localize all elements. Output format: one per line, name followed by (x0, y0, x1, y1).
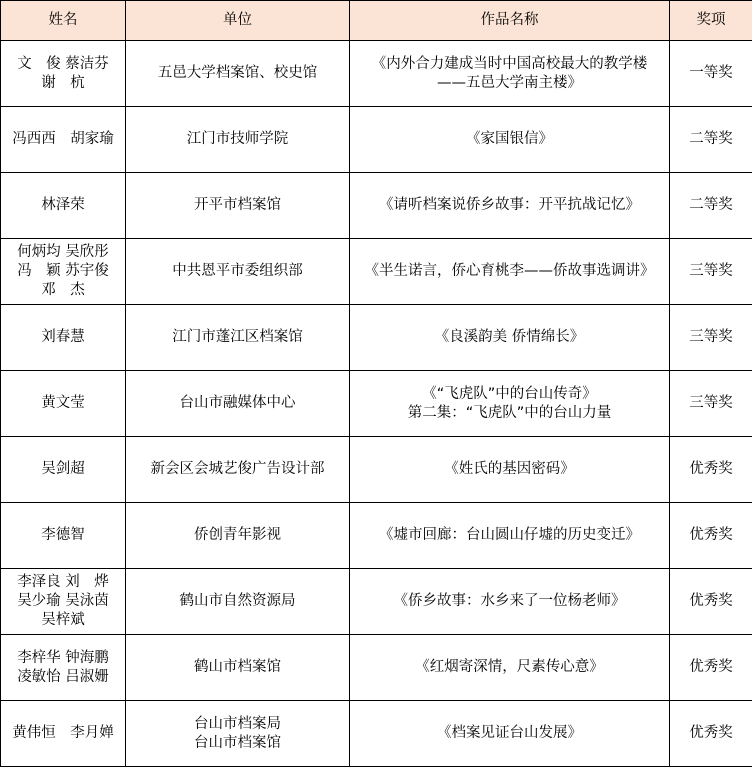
cell-names (1, 701, 126, 767)
table-row (1, 239, 752, 305)
cell-unit (126, 41, 350, 107)
cell-names (1, 305, 126, 371)
header-work: 作品名称 (350, 1, 670, 41)
table-row (1, 635, 752, 701)
cell-unit-line: 中共恩平市委组织部 (172, 263, 303, 279)
cell-award: 三等奖 (670, 239, 752, 305)
cell-unit (126, 107, 350, 173)
cell-unit-line: 五邑大学档案馆、校史馆 (157, 65, 318, 81)
cell-work-line: ——五邑大学南主楼》 (437, 74, 582, 91)
cell-work-line: 第二集：“飞虎队”中的台山力量 (407, 404, 612, 421)
cell-unit (126, 173, 350, 239)
table-row (1, 569, 752, 635)
cell-names-line: 林泽荣 (41, 197, 85, 213)
cell-unit (126, 305, 350, 371)
cell-names-line: 凌敏怡 吕淑姗 (17, 668, 109, 685)
cell-work (350, 503, 670, 569)
cell-unit-line: 江门市技师学院 (186, 131, 289, 147)
cell-award: 优秀奖 (670, 503, 752, 569)
cell-names-line: 文 俊 蔡洁芬 (17, 55, 109, 72)
cell-work (350, 371, 670, 437)
cell-names (1, 371, 126, 437)
table-row (1, 107, 752, 173)
cell-names-line: 邓 杰 (41, 282, 85, 298)
cell-unit (126, 437, 350, 503)
cell-names (1, 173, 126, 239)
cell-names-line: 黄文莹 (41, 395, 85, 411)
cell-work (350, 305, 670, 371)
cell-award: 优秀奖 (670, 701, 752, 767)
cell-work (350, 635, 670, 701)
cell-unit-line: 台山市档案馆 (194, 734, 281, 751)
table-body (1, 41, 752, 767)
cell-unit (126, 239, 350, 305)
cell-work-line: 《家国银信》 (466, 131, 553, 147)
cell-award: 三等奖 (670, 305, 752, 371)
cell-work-line: 《内外合力建成当时中国高校最大的教学楼 (371, 55, 648, 72)
cell-unit-line: 台山市档案局 (194, 715, 281, 732)
cell-award: 优秀奖 (670, 635, 752, 701)
cell-work (350, 701, 670, 767)
cell-unit-line: 开平市档案馆 (194, 197, 281, 213)
cell-work-line: 《姓氏的基因密码》 (444, 461, 575, 477)
cell-names-line: 吴剑超 (41, 461, 85, 477)
header-name: 姓名 (1, 1, 126, 41)
cell-award: 优秀奖 (670, 569, 752, 635)
cell-names (1, 503, 126, 569)
cell-award: 二等奖 (670, 107, 752, 173)
cell-unit (126, 371, 350, 437)
cell-names-line: 吴梓斌 (41, 612, 85, 628)
cell-unit-line: 台山市融媒体中心 (179, 395, 296, 411)
cell-unit (126, 635, 350, 701)
cell-work (350, 107, 670, 173)
cell-work (350, 41, 670, 107)
cell-unit-line: 江门市蓬江区档案馆 (172, 329, 303, 345)
header-award: 奖项 (670, 1, 752, 41)
cell-work (350, 569, 670, 635)
cell-unit-line: 鹤山市档案馆 (194, 659, 281, 675)
cell-names (1, 635, 126, 701)
table-row (1, 701, 752, 767)
cell-names (1, 239, 126, 305)
cell-names-line: 李梓华 钟海鹏 (17, 649, 109, 666)
cell-award: 优秀奖 (670, 437, 752, 503)
cell-award: 一等奖 (670, 41, 752, 107)
cell-work (350, 437, 670, 503)
cell-work (350, 173, 670, 239)
cell-names (1, 569, 126, 635)
cell-award: 二等奖 (670, 173, 752, 239)
cell-unit (126, 701, 350, 767)
table-row (1, 371, 752, 437)
cell-work-line: 《红烟寄深情，尺素传心意》 (415, 659, 604, 675)
cell-work-line: 《档案见证台山发展》 (437, 725, 582, 741)
table-row (1, 173, 752, 239)
table-row (1, 305, 752, 371)
cell-unit-line: 侨创青年影视 (194, 527, 281, 543)
cell-names-line: 冯 颖 苏宇俊 (17, 263, 109, 279)
cell-names-line: 何炳均 吴欣彤 (17, 244, 109, 260)
header-unit: 单位 (126, 1, 350, 41)
table-row (1, 437, 752, 503)
cell-work-line: 《侨乡故事：水乡来了一位杨老师》 (393, 593, 626, 609)
cell-work-line: 《“飞虎队”中的台山传奇》 (422, 385, 597, 402)
cell-names (1, 107, 126, 173)
cell-unit-line: 新会区会城艺俊广告设计部 (150, 461, 325, 477)
cell-names-line: 刘春慧 (41, 329, 85, 345)
cell-names (1, 41, 126, 107)
cell-names-line: 黄伟恒 李月婵 (12, 725, 114, 741)
cell-names-line: 谢 杭 (41, 74, 85, 91)
cell-names-line: 冯西西 胡家瑜 (12, 131, 114, 147)
cell-work-line: 《半生诺言，侨心育桃李——侨故事选调讲》 (364, 263, 655, 279)
cell-work-line: 《良溪韵美 侨情绵长》 (434, 329, 585, 345)
cell-names (1, 437, 126, 503)
cell-unit (126, 503, 350, 569)
cell-award: 三等奖 (670, 371, 752, 437)
cell-work (350, 239, 670, 305)
cell-names-line: 李泽良 刘 烨 (17, 574, 109, 590)
cell-names-line: 李德智 (41, 527, 85, 543)
cell-unit-line: 鹤山市自然资源局 (179, 593, 296, 609)
cell-work-line: 《墟市回廊：台山圆山仔墟的历史变迁》 (379, 527, 640, 543)
cell-names-line: 吴少瑜 吴泳茵 (17, 593, 109, 609)
table-row (1, 41, 752, 107)
cell-work-line: 《请听档案说侨乡故事：开平抗战记忆》 (379, 197, 640, 213)
table-row (1, 503, 752, 569)
header-row (1, 1, 752, 41)
cell-unit (126, 569, 350, 635)
